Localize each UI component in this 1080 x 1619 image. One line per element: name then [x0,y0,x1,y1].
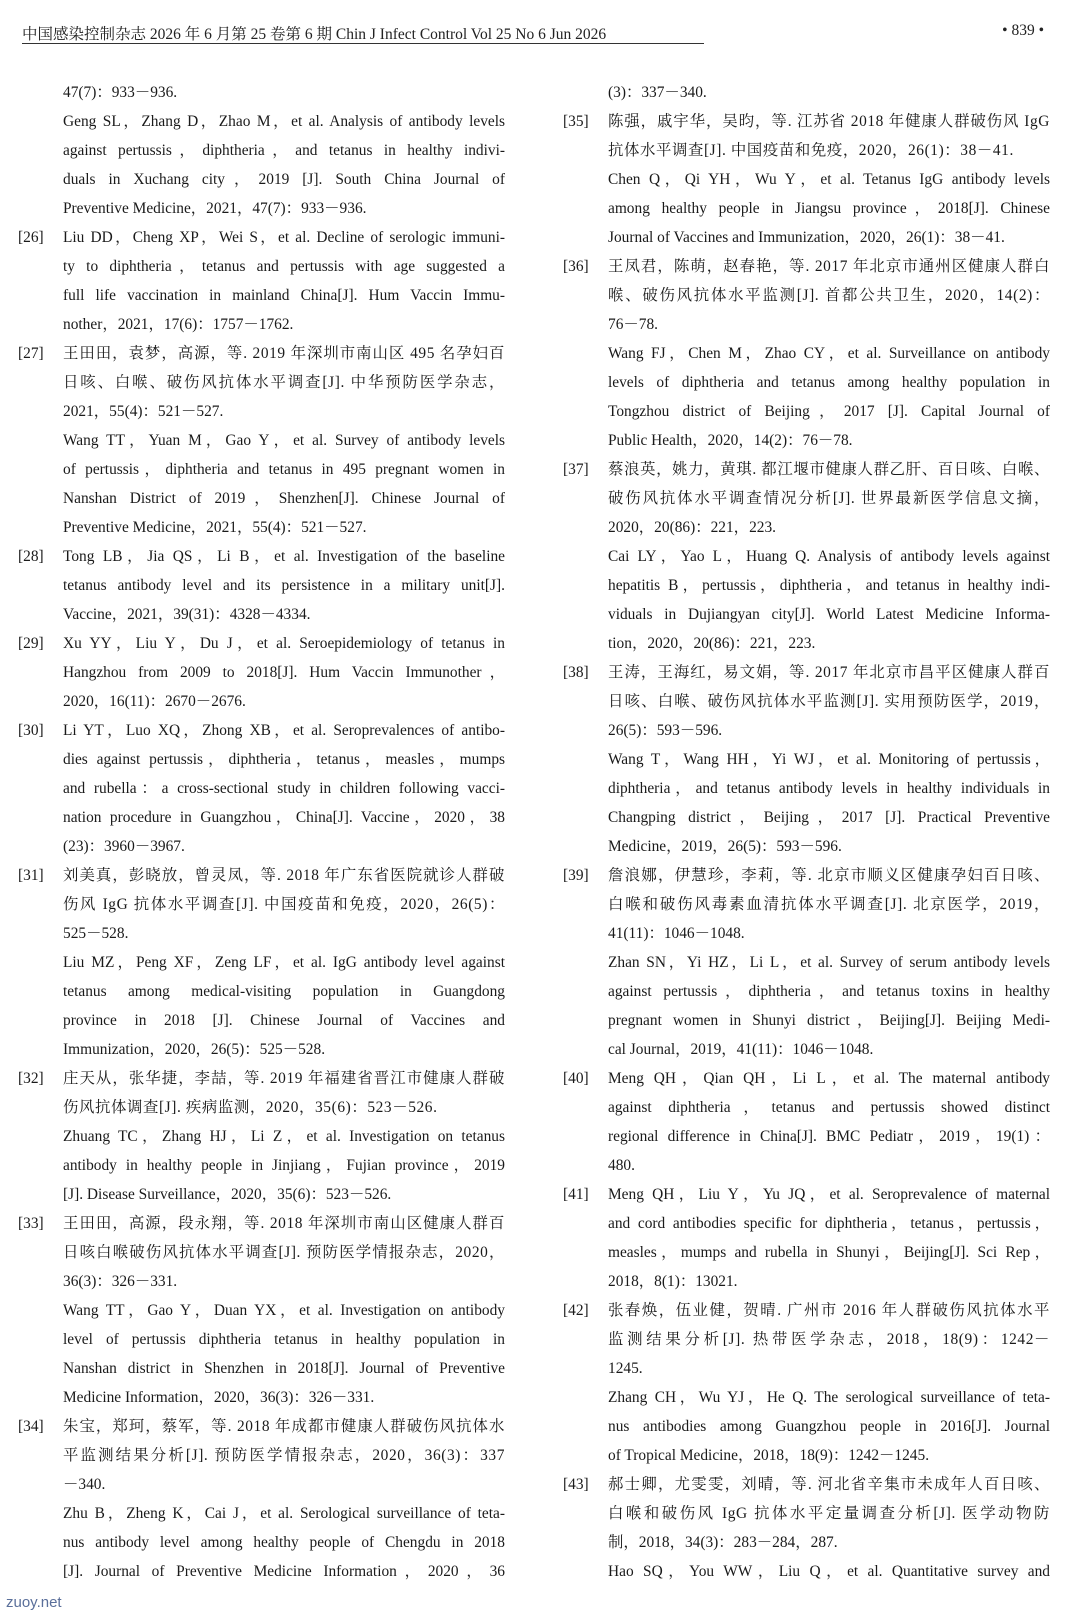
reference-line [563,1122,1050,1151]
reference-line [563,1383,1050,1412]
watermark: zuoy.net [6,1594,62,1611]
reference-number: [40] [563,1070,589,1087]
reference-text: hepatitis B，pertussis，diphtheria，and tetanus in healthy indi- [608,577,1050,594]
reference-text: [J]. Disease Surveillance，2020，35(6)：523－526. [63,1186,392,1203]
reference-line [563,571,1050,600]
reference-line [18,600,505,629]
reference-line [563,1238,1050,1267]
reference-line [563,223,1050,252]
reference-line [18,426,505,455]
reference-line [563,1151,1050,1180]
reference-line [18,1499,505,1528]
reference-text: 破伤风抗体水平调查情况分析[J]. 世界最新医学信息文摘， [608,490,1050,507]
reference-text: antibody in healthy people in Jinjiang，Fujian province，2019 [63,1157,505,1174]
reference-text: Li YT，Luo XQ，Zhong XB，et al. Seroprevalences of antibo- [63,722,505,739]
reference-line [18,1412,505,1441]
reference-text: Wang TT，Gao Y，Duan YX，et al. Investigation on antibody [63,1302,505,1319]
reference-text: cal Journal，2019，41(11)：1046－1048. [608,1041,874,1058]
reference-line [563,774,1050,803]
reference-text: Tong LB，Jia QS，Li B，et al. Investigation of the baseline [63,548,505,565]
reference-text: viduals in Dujiangyan city[J]. World Latest Medicine Informa- [608,606,1050,623]
reference-line [563,1354,1050,1383]
reference-text: Zhang CH，Wu YJ，He Q. The serological surveillance of teta- [608,1389,1050,1406]
reference-number: [26] [18,229,44,246]
reference-text: Chen Q，Qi YH，Wu Y，et al. Tetanus IgG antibody levels [608,171,1050,188]
reference-line [18,745,505,774]
reference-line [18,1383,505,1412]
reference-text: tetanus antibody level and its persistence in a military unit[J]. [63,577,505,594]
reference-text: Liu DD，Cheng XP，Wei S，et al. Decline of serologic immuni- [63,229,505,246]
reference-number: [34] [18,1418,44,1435]
reference-line [18,658,505,687]
reference-line [18,890,505,919]
reference-text: Zhan SN，Yi HZ，Li L，et al. Survey of serum antibody levels [608,954,1050,971]
reference-text: among healthy people in Jiangsu province，2018[J]. Chinese [608,200,1050,217]
reference-text: Wang T，Wang HH，Yi WJ，et al. Monitoring of pertussis， [608,751,1050,768]
reference-text: 2021，55(4)：521－527. [63,403,224,420]
reference-text: Journal of Vaccines and Immunization，2020，26(1)：38－41. [608,229,1005,246]
reference-line [563,1035,1050,1064]
reference-line [563,1209,1050,1238]
reference-text: Nanshan District of 2019，Shenzhen[J]. Chinese Journal of [63,490,505,507]
reference-text: Hangzhou from 2009 to 2018[J]. Hum Vaccin Immunother， [63,664,505,681]
reference-line [18,1441,505,1470]
reference-line [563,687,1050,716]
reference-line [18,1325,505,1354]
reference-text: Cai LY，Yao L，Huang Q. Analysis of antibody levels against [608,548,1050,565]
reference-line [18,397,505,426]
reference-text: 朱宝，郑珂，蔡军，等. 2018 年成都市健康人群破伤风抗体水 [63,1418,505,1435]
reference-line [18,542,505,571]
reference-line [18,629,505,658]
reference-text: 白喉和破伤风毒素血清抗体水平调查[J]. 北京医学，2019， [608,896,1050,913]
reference-text: Zhu B，Zheng K，Cai J，et al. Serological surveillance of teta- [63,1505,505,1522]
reference-text: 平监测结果分析[J]. 预防医学情报杂志，2020，36(3)：337 [63,1447,505,1464]
reference-line [563,194,1050,223]
reference-text: Geng SL，Zhang D，Zhao M，et al. Analysis of antibody levels [63,113,505,130]
reference-line [563,368,1050,397]
reference-line [18,484,505,513]
reference-text: 日咳、白喉、破伤风抗体水平调查[J]. 中华预防医学杂志， [63,374,505,391]
reference-line [563,716,1050,745]
reference-text: 郝士卿，尤雯雯，刘晴，等. 河北省辛集市未成年人百日咳、 [608,1476,1050,1493]
reference-number: [32] [18,1070,44,1087]
reference-text: Preventive Medicine，2021，47(7)：933－936. [63,200,367,217]
reference-text: tetanus among medical-visiting population in Guangdong [63,983,505,1000]
reference-text: nation procedure in Guangzhou，China[J]. Vaccine，2020，38 [63,809,505,826]
reference-text: province in 2018 [J]. Chinese Journal of Vaccines and [63,1012,505,1029]
reference-text: 王涛，王海红，易文娟，等. 2017 年北京市昌平区健康人群百 [608,664,1050,681]
reference-text: 白喉和破伤风 IgG 抗体水平定量调查分析[J]. 医学动物防 [608,1505,1050,1522]
reference-number: [39] [563,867,589,884]
reference-line [18,1296,505,1325]
reference-line [563,281,1050,310]
reference-line [18,513,505,542]
reference-text: Vaccine，2021，39(31)：4328－4334. [63,606,311,623]
reference-text: Nanshan district in Shenzhen in 2018[J]. Journal of Preventive [63,1360,505,1377]
reference-text: and rubella：a cross-sectional study in children following vacci- [63,780,505,797]
reference-text: Meng QH，Liu Y，Yu JQ，et al. Seroprevalence of maternal [608,1186,1050,1203]
reference-line [563,542,1050,571]
reference-line [563,455,1050,484]
reference-text: against pertussis，diphtheria，and tetanus in healthy indivi- [63,142,505,159]
reference-text: 王田田，袁梦，高源，等. 2019 年深圳市南山区 495 名孕妇百 [63,345,505,362]
reference-line [563,1093,1050,1122]
reference-number: [27] [18,345,44,362]
reference-number: [42] [563,1302,589,1319]
reference-line [18,832,505,861]
reference-text: 2020，16(11)：2670－2676. [63,693,246,710]
reference-line [18,948,505,977]
reference-line [563,107,1050,136]
reference-line [18,1151,505,1180]
reference-text: (23)：3960－3967. [63,838,185,855]
header-rule [22,43,704,44]
reference-text: 36(3)：326－331. [63,1273,178,1290]
reference-line [563,1412,1050,1441]
reference-line [563,861,1050,890]
reference-text: Medicine Information，2020，36(3)：326－331. [63,1389,375,1406]
reference-text: full life vaccination in mainland China[J]. Hum Vaccin Immu- [63,287,505,304]
reference-line [18,1470,505,1499]
reference-text: 日咳、白喉、破伤风抗体水平监测[J]. 实用预防医学，2019， [608,693,1050,710]
reference-text: Tongzhou district of Beijing，2017 [J]. Capital Journal of [608,403,1050,420]
reference-line [18,687,505,716]
reference-text: (3)：337－340. [608,84,707,101]
reference-text: Changping district，Beijing，2017 [J]. Practical Preventive [608,809,1050,826]
reference-line [18,310,505,339]
reference-line [563,1441,1050,1470]
reference-text: Preventive Medicine，2021，55(4)：521－527. [63,519,367,536]
reference-line [563,1325,1050,1354]
reference-line [563,310,1050,339]
reference-line [18,368,505,397]
reference-line [18,774,505,803]
reference-text: nother，2021，17(6)：1757－1762. [63,316,294,333]
reference-line [18,1528,505,1557]
reference-line [563,890,1050,919]
reference-column-left [18,78,505,1586]
reference-line [563,948,1050,977]
reference-line [563,1180,1050,1209]
reference-text: Hao SQ，You WW，Liu Q，et al. Quantitative survey and [608,1563,1050,1580]
reference-line [563,426,1050,455]
reference-line [18,339,505,368]
reference-line [563,1528,1050,1557]
reference-line [563,919,1050,948]
reference-text: tion，2020，20(86)：221，223. [608,635,816,652]
reference-line [563,1499,1050,1528]
reference-text: 张春焕，伍业健，贺晴. 广州市 2016 年人群破伤风抗体水平 [608,1302,1050,1319]
reference-line [18,194,505,223]
reference-line [563,977,1050,1006]
reference-number: [36] [563,258,589,275]
reference-text: 日咳白喉破伤风抗体水平调查[J]. 预防医学情报杂志，2020， [63,1244,505,1261]
reference-line [563,339,1050,368]
reference-text: [J]. Journal of Preventive Medicine Information，2020，36 [63,1563,505,1580]
reference-text: of Tropical Medicine，2018，18(9)：1242－1245. [608,1447,930,1464]
reference-line [18,1064,505,1093]
reference-line [18,977,505,1006]
reference-line [18,1006,505,1035]
reference-line [563,78,1050,107]
reference-text: dies against pertussis，diphtheria，tetanus，measles，mumps [63,751,505,768]
reference-number: [35] [563,113,589,130]
reference-text: levels of diphtheria and tetanus among healthy population in [608,374,1050,391]
reference-line [18,1238,505,1267]
reference-text: level of pertussis diphtheria tetanus in healthy population in [63,1331,505,1348]
reference-line [18,136,505,165]
reference-text: Wang TT，Yuan M，Gao Y，et al. Survey of antibody levels [63,432,505,449]
reference-text: 480. [608,1157,635,1174]
reference-line [18,107,505,136]
reference-text: 抗体水平调查[J]. 中国疫苗和免疫，2020，26(1)：38－41. [608,142,1014,159]
reference-text: 76－78. [608,316,659,333]
reference-text: Public Health，2020，14(2)：76－78. [608,432,853,449]
reference-text: pregnant women in Shunyi district，Beijing[J]. Beijing Medi- [608,1012,1050,1029]
reference-line [18,1267,505,1296]
reference-line [563,745,1050,774]
journal-header: 中国感染控制杂志 2026 年 6 月第 25 卷第 6 期 Chin J Infect Control Vol 25 No 6 Jun 2026 [22,26,607,43]
reference-text: 47(7)：933－936. [63,84,178,101]
reference-line [18,1180,505,1209]
reference-text: against diphtheria，tetanus and pertussis showed distinct [608,1099,1050,1116]
reference-line [18,1035,505,1064]
reference-text: duals in Xuchang city，2019 [J]. South China Journal of [63,171,505,188]
reference-text: of pertussis，diphtheria and tetanus in 495 pregnant women in [63,461,505,478]
reference-text: 525－528. [63,925,129,942]
reference-text: Medicine，2019，26(5)：593－596. [608,838,842,855]
reference-text: 41(11)：1046－1048. [608,925,745,942]
reference-line [563,1064,1050,1093]
reference-text: diphtheria，and tetanus antibody levels in healthy individuals in [608,780,1050,797]
reference-text: 2020，20(86)：221，223. [608,519,777,536]
reference-line [18,1557,505,1586]
reference-text: 1245. [608,1360,643,1377]
reference-number: [43] [563,1476,589,1493]
reference-line [563,1470,1050,1499]
reference-line [563,600,1050,629]
reference-text: nus antibody level among healthy people of Chengdu in 2018 [63,1534,505,1551]
reference-line [563,1267,1050,1296]
reference-line [18,1122,505,1151]
reference-line [18,281,505,310]
reference-text: 伤风 IgG 抗体水平调查[J]. 中国疫苗和免疫，2020，26(5)： [63,896,505,913]
reference-number: [30] [18,722,44,739]
reference-text: 制，2018，34(3)：283－284，287. [608,1534,838,1551]
reference-text: 2018，8(1)：13021. [608,1273,738,1290]
reference-line [563,832,1050,861]
reference-text: nus antibodies among Guangzhou people in 2016[J]. Journal [608,1418,1050,1435]
reference-number: [31] [18,867,44,884]
reference-text: Wang FJ，Chen M，Zhao CY，et al. Surveillance on antibody [608,345,1050,362]
reference-line [18,803,505,832]
reference-line [18,571,505,600]
reference-line [563,1557,1050,1586]
reference-line [18,716,505,745]
reference-line [18,455,505,484]
reference-line [563,658,1050,687]
reference-line [563,252,1050,281]
reference-text: Immunization，2020，26(5)：525－528. [63,1041,326,1058]
reference-line [563,165,1050,194]
reference-line [18,252,505,281]
reference-text: Zhuang TC，Zhang HJ，Li Z，et al. Investigation on tetanus [63,1128,505,1145]
reference-text: 王田田，高源，段永翔，等. 2018 年深圳市南山区健康人群百 [63,1215,505,1232]
reference-text: regional difference in China[J]. BMC Pediatr，2019，19(1)： [608,1128,1050,1145]
reference-line [563,629,1050,658]
reference-line [563,513,1050,542]
reference-text: 蔡浪英，姚力，黄琪. 都江堰市健康人群乙肝、百日咳、白喉、 [608,461,1050,478]
reference-text: 监测结果分析[J]. 热带医学杂志，2018，18(9)：1242－ [608,1331,1050,1348]
reference-text: 26(5)：593－596. [608,722,723,739]
reference-number: [29] [18,635,44,652]
running-header [22,18,1058,44]
reference-number: [41] [563,1186,589,1203]
reference-text: Meng QH，Qian QH，Li L，et al. The maternal antibody [608,1070,1050,1087]
reference-line [563,484,1050,513]
reference-number: [38] [563,664,589,681]
reference-line [18,223,505,252]
reference-text: 陈强，戚宇华，吴昀，等. 江苏省 2018 年健康人群破伤风 IgG [608,113,1050,130]
page-number: • 839 • [1002,22,1044,39]
reference-line [563,1006,1050,1035]
reference-number: [33] [18,1215,44,1232]
reference-line [18,919,505,948]
reference-text: measles，mumps and rubella in Shunyi，Beijing[J]. Sci Rep， [608,1244,1050,1261]
reference-text: and cord antibodies specific for diphtheria，tetanus，pertussis， [608,1215,1050,1232]
reference-text: 刘美真，彭晓放，曾灵凤，等. 2018 年广东省医院就诊人群破 [63,867,505,884]
reference-text: 伤风抗体调查[J]. 疾病监测，2020，35(6)：523－526. [63,1099,438,1116]
reference-line [18,861,505,890]
reference-text: Xu YY，Liu Y，Du J，et al. Seroepidemiology of tetanus in [63,635,505,652]
reference-line [18,1209,505,1238]
reference-line [563,397,1050,426]
reference-line [18,1354,505,1383]
reference-column-right [563,78,1050,1586]
reference-line [18,1093,505,1122]
reference-line [563,1296,1050,1325]
reference-text: against pertussis，diphtheria，and tetanus toxins in healthy [608,983,1050,1000]
reference-line [18,78,505,107]
reference-text: 詹浪娜，伊慧珍，李莉，等. 北京市顺义区健康孕妇百日咳、 [608,867,1050,884]
reference-text: －340. [63,1476,106,1493]
reference-text: 喉、破伤风抗体水平监测[J]. 首都公共卫生，2020，14(2)： [608,287,1050,304]
reference-text: 庄天从，张华捷，李喆，等. 2019 年福建省晋江市健康人群破 [63,1070,505,1087]
reference-line [18,165,505,194]
reference-number: [37] [563,461,589,478]
reference-line [563,136,1050,165]
reference-line [563,803,1050,832]
reference-text: Liu MZ，Peng XF，Zeng LF，et al. IgG antibody level against [63,954,505,971]
reference-text: 王凤君，陈萌，赵春艳，等. 2017 年北京市通州区健康人群白 [608,258,1050,275]
reference-text: ty to diphtheria，tetanus and pertussis with age suggested a [63,258,505,275]
reference-number: [28] [18,548,44,565]
